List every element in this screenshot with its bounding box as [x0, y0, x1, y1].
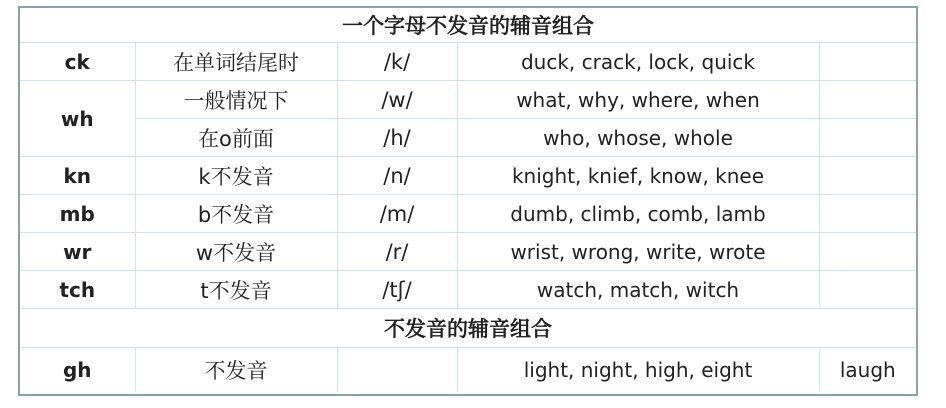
rule-cell: 在o前面	[135, 119, 337, 157]
combo-cell: mb	[20, 195, 135, 233]
extra-cell	[819, 271, 916, 309]
rule-cell: k不发音	[135, 157, 337, 195]
examples-cell: light, night, high, eight	[457, 348, 819, 393]
table-row	[20, 233, 916, 271]
table-title-row	[20, 8, 916, 43]
table-row	[20, 119, 916, 157]
ipa-cell: /n/	[337, 157, 457, 195]
ipa-cell: /h/	[337, 119, 457, 157]
ipa-cell: /m/	[337, 195, 457, 233]
extra-cell: laugh	[839, 358, 896, 382]
rule-cell: w不发音	[135, 233, 337, 271]
section-title: 不发音的辅音组合	[20, 309, 916, 348]
ipa-cell: /w/	[337, 81, 457, 119]
extra-cell	[819, 119, 916, 157]
table-row	[20, 348, 916, 393]
rule-cell: t不发音	[135, 271, 337, 309]
examples-cell: what, why, where, when	[457, 81, 819, 119]
consonant-table	[20, 8, 916, 392]
extra-cell	[819, 233, 916, 271]
examples-cell: knight, knief, know, knee	[457, 157, 819, 195]
combo-cell: wr	[20, 233, 135, 271]
extra-cell	[819, 43, 916, 81]
examples-cell: wrist, wrong, write, wrote	[457, 233, 819, 271]
examples-cell: duck, crack, lock, quick	[457, 43, 819, 81]
examples-cell: watch, match, witch	[457, 271, 819, 309]
extra-cell	[819, 195, 916, 233]
combo-cell: wh	[20, 81, 135, 157]
table-row	[20, 271, 916, 309]
rule-cell: 一般情况下	[135, 81, 337, 119]
ipa-cell	[337, 348, 457, 393]
examples-cell: dumb, climb, comb, lamb	[457, 195, 819, 233]
rule-cell: 不发音	[135, 348, 337, 393]
combo-cell: ck	[20, 43, 135, 81]
table-row	[20, 43, 916, 81]
extra-cell	[819, 157, 916, 195]
table-row	[20, 81, 916, 119]
combo-cell: tch	[20, 271, 135, 309]
table-title: 一个字母不发音的辅音组合	[20, 8, 916, 43]
examples-cell: who, whose, whole	[457, 119, 819, 157]
ipa-cell: /k/	[337, 43, 457, 81]
ipa-cell: /tʃ/	[337, 271, 457, 309]
table-row	[20, 157, 916, 195]
section-title-row	[20, 309, 916, 348]
combo-cell: gh	[20, 348, 135, 393]
ipa-cell: /r/	[337, 233, 457, 271]
combo-cell: kn	[20, 157, 135, 195]
table-row	[20, 195, 916, 233]
rule-cell: 在单词结尾时	[135, 43, 337, 81]
extra-cell	[819, 81, 916, 119]
rule-cell: b不发音	[135, 195, 337, 233]
